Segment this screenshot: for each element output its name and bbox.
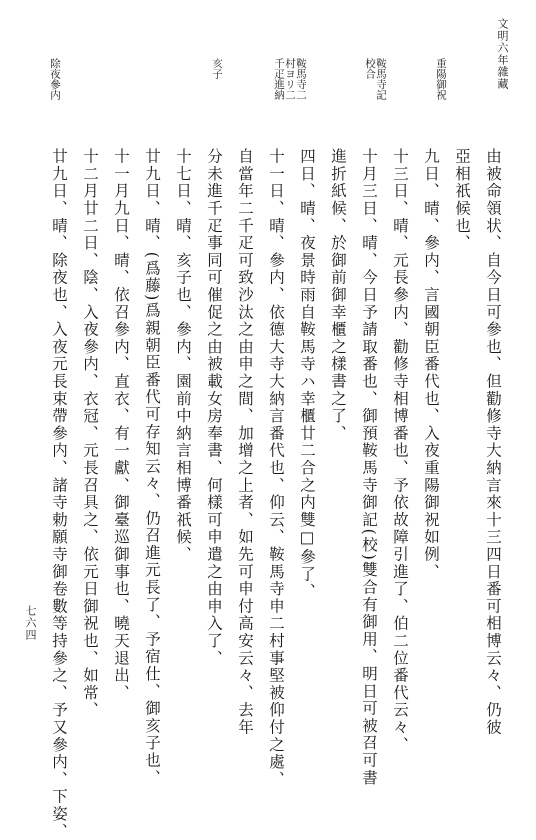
text-line: 十二月廿二日、陰、入夜參内、衣冠、元長召具之、依元日御祝也、如常、 — [81, 148, 99, 719]
text-line: 廿九日、晴、除夜也、入夜元長束帶參内、諸寺勅願寺御卷數等持參之、予又參内、下姿、 — [50, 148, 68, 840]
text-line: 十三日、晴、元長參内、勸修寺相博番也、予依故障引進了、伯二位番代云々、 — [391, 148, 409, 754]
text-line: 九日、晴、參内、言國朝臣番代也、入夜重陽御祝如例、 — [422, 148, 440, 581]
marginal-notes — [26, 58, 446, 158]
text-line: 進折紙候、於御前御幸櫃之樣書之了、 — [329, 148, 347, 443]
text-line: 四日、晴、夜景時雨自鞍馬寺ハ幸櫃廿二合之内雙□參了、 — [298, 148, 316, 601]
marginal-note: 除夜參内 — [49, 58, 61, 100]
marginal-note: 鞍馬寺二 村ヨリ二 千疋進納 — [273, 58, 307, 100]
text-line: 十一月九日、晴、依召參内、直衣、有一獻、御臺巡御事也、曉天退出、 — [112, 148, 130, 702]
page-number: 七六四 — [24, 605, 37, 641]
marginal-note: 亥子 — [211, 58, 223, 79]
text-line: 十七日、晴、亥子也、參内、園前中納言相博番祇候、 — [174, 148, 192, 564]
marginal-note: 重陽御祝 — [435, 58, 447, 100]
marginal-note: 鞍馬寺記 校合 — [364, 58, 387, 100]
text-line: 十月三日、晴、今日予請取番也、御預鞍馬寺御記(校)雙合有御用、明日可被召可書 — [360, 148, 378, 787]
text-line: 由被命領状、自今日可參也、但勸修寺大納言來十三四日番可相博云々、仍彼 — [484, 148, 502, 737]
text-line: 十一日、晴、參内、依德大寺大納言番代也、仰云、鞍馬寺申二村事堅被仰付之處、 — [267, 148, 285, 789]
body-text — [32, 148, 502, 840]
text-line: 廿九日、晴、(爲藤)爲親朝臣番代可存知云々、仍召進元長了、予宿仕、御亥子也、 — [143, 148, 161, 787]
text-line: 亞相祇候也、 — [453, 148, 471, 252]
text-line: 自當年二千疋可致沙汰之由申之間、加增之上者、如先可申付高安云々、去年 — [236, 148, 254, 737]
running-head: 文明六年雜藏 — [496, 18, 509, 90]
text-line: 分未進千疋事同可催促之由被載女房奉書、何樣可申遣之由申入了、 — [205, 148, 223, 667]
